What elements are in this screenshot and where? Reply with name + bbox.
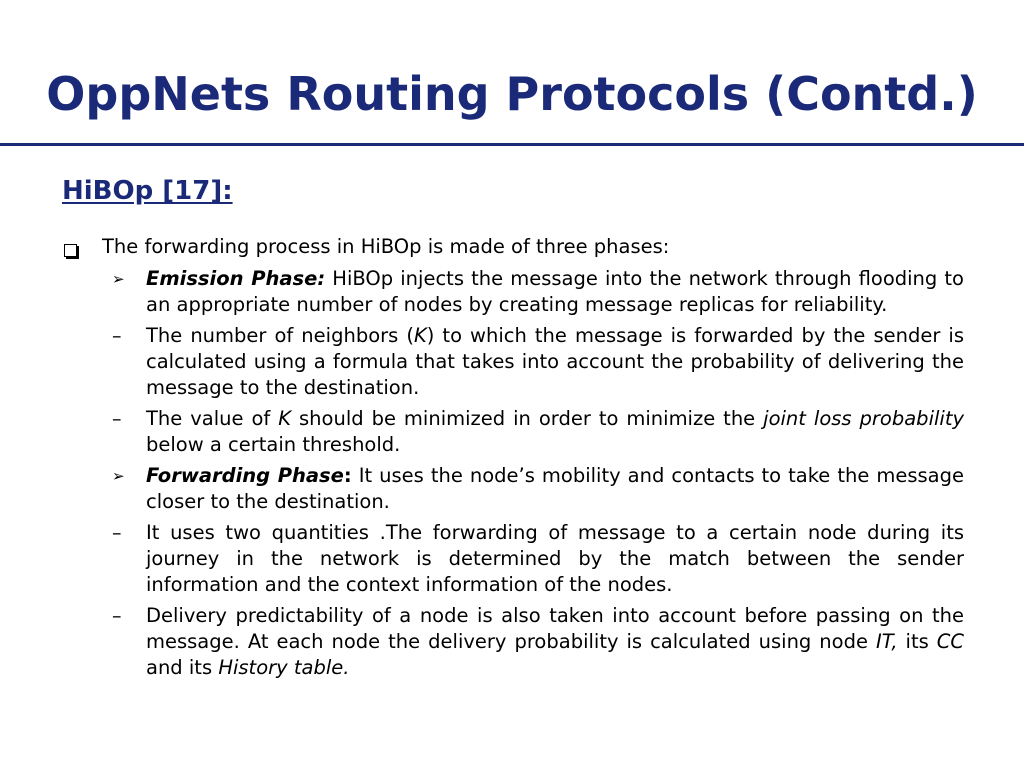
slide-body <box>64 234 964 686</box>
dash-bullet-icon: – <box>112 522 122 544</box>
emission-phase-text: HiBOp injects the message into the network through flooding to an appropriate number of nodes by creating message replicas for reliability. <box>146 267 964 316</box>
list-item-two-quantities <box>64 520 964 598</box>
joint-loss-probability: joint loss probability <box>763 407 965 430</box>
k-value-text-1: The value of <box>146 407 279 430</box>
list-item-emission-phase <box>64 266 964 318</box>
forwarding-phase-label: Forwarding Phase <box>146 464 344 487</box>
bullet-intro <box>64 234 964 260</box>
k-value-text-2: should be minimized in order to minimize the <box>291 407 764 430</box>
delivery-it: IT, <box>875 630 898 653</box>
forwarding-phase-text: It uses the node’s mobility and contacts to take the message closer to the destination. <box>146 464 964 513</box>
two-quantities-text: It uses two quantities .The forwarding of message to a certain node during its journey in the network is determined by the match between the sender information and the context information of the nodes. <box>146 521 964 596</box>
dash-bullet-icon: – <box>112 605 122 627</box>
intro-text: The forwarding process in HiBOp is made of three phases: <box>102 235 670 258</box>
arrow-bullet-icon: ➢ <box>112 270 125 288</box>
delivery-text-2: its <box>897 630 937 653</box>
title-divider <box>0 143 1024 146</box>
slide-title: OppNets Routing Protocols (Contd.) <box>46 66 978 121</box>
list-item-delivery-predictability <box>64 603 964 681</box>
section-heading: HiBOp [17]: <box>62 176 233 206</box>
arrow-bullet-icon: ➢ <box>112 467 125 485</box>
neighbors-text-2: ) to which the message is forwarded by the sender is calculated using a formula that takes into account the probability of delivering the message to the destination. <box>146 324 964 399</box>
emission-phase-label: Emission Phase: <box>146 267 326 290</box>
list-item-k-value <box>64 406 964 458</box>
neighbors-k: K <box>413 324 427 347</box>
forwarding-phase-colon: : <box>343 464 352 487</box>
square-bullet-icon <box>64 238 77 264</box>
dash-bullet-icon: – <box>112 408 122 430</box>
dash-bullet-icon: – <box>112 325 122 347</box>
list-item-forwarding-phase <box>64 463 964 515</box>
k-value-text-3: below a certain threshold. <box>146 433 401 456</box>
list-item-neighbors <box>64 323 964 401</box>
neighbors-text-1: The number of neighbors ( <box>146 324 414 347</box>
delivery-cc: CC <box>936 630 965 653</box>
delivery-text-3: and its <box>146 656 219 679</box>
k-value-k: K <box>278 407 292 430</box>
delivery-history-table: History table. <box>218 656 350 679</box>
delivery-text-1: Delivery predictability of a node is also taken into account before passing on the message. At each node the delivery probability is calculated using node <box>146 604 964 653</box>
